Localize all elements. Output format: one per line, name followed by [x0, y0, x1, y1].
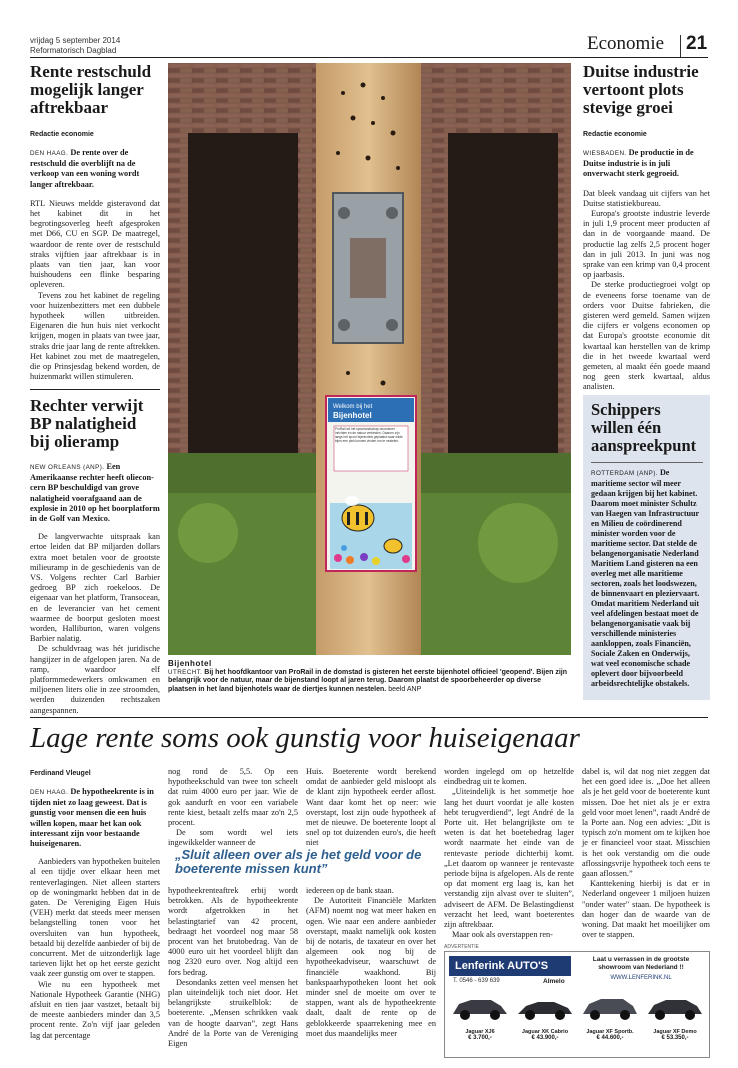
article-headline: Schippers willen één aanspreekpunt: [591, 400, 697, 455]
pull-quote: „Sluit alleen over als je het geld voor de boeterente missen kunt”: [175, 847, 422, 876]
article-headline: Rente restschuld mogelijk langer aftrekbaar: [30, 62, 152, 117]
main-column-3-top: Huis. Boeterente wordt berekend omdat de aanbieder geld misloopt als de klant zijn hypotheek eerder aflost. Want daar komt het op neer: wie overstapt, lost zijn oude hypotheek af met de nieuwe. De boeterente loopt al snel op tot duizenden euro's, die heeft niet: [306, 767, 436, 848]
car-icon: [644, 988, 706, 1024]
car-icon: [579, 988, 641, 1024]
sign-text-box: [335, 427, 407, 470]
issue-date: vrijdag 5 september 2014: [30, 36, 121, 45]
car-name: Jaguar XK Cabrio: [521, 1029, 569, 1035]
car-name: Jaguar XF Sportb.: [586, 1029, 634, 1035]
car-price: € 53.350,-: [661, 1035, 689, 1041]
article-schippers-box: [583, 395, 710, 700]
photo-credit: beeld ANP: [388, 685, 422, 693]
article-lead: WIESBADEN. De productie in de Duitse industrie is in juli onverwacht sterk gegroeid.: [583, 148, 694, 179]
article-duitse-industrie: [583, 63, 710, 393]
sign-title-line1: Welkom bij het: [333, 404, 373, 410]
article-body: Dat bleek vandaag uit cijfers van het Duitse statistiekbureau. Europa's grootste industrie leverde in juli 1,9 procent meer producten af dan in de voorgaande maand. De productie lag zelfs 2,5 procent hoger dan in juli 2013. In juni was nog sprake van een krimp van 0,4 procent op jaarbasis. De sterke productiegroei volgt op de eveneens forse toename van de orders voor Duitse fabrieken, die gisteren werd gemeld. Samen wijzen die cijfers er volgens economen op dat Europa's grootste economie dit kwartaal kan herstellen van de krimp die in het tweede kwartaal werd gemeten, al maakt één goede maand nog geen sterk kwartaal, aldus analisten.: [583, 188, 710, 392]
ad-tagline: Laat u verrassen in de grootste showroom van Nederland !!: [592, 956, 690, 971]
main-lead: DEN HAAG. De hypotheekrente is in tijden niet zo laag geweest. Dat is gunstig voor mensen die een huis willen kopen, maar het kan ook interessant zijn voor bestaande huiseigenaren.: [30, 787, 154, 849]
ad-label: ADVERTENTIE: [444, 944, 479, 950]
article-lead: DEN HAAG. De rente over de restschuld die overblijft na de verkoop van een woning wordt langer aftrekbaar.: [30, 148, 140, 189]
article-lead: ROTTERDAM (ANP). De maritieme sector wil meer gedaan krijgen bij het kabinet. Daarom moet minister Schultz van Haegen van Infrastructuur en Milieu de coördinerend minister worden voor de maritieme sector. Dat stelde de belangenorganisatie Nederland Maritiem Land gisteren na een overleg met alle maritieme sectoren, zoals het loodswezen, de binnenvaart en pleziervaart. Omdat maritiem Nederland uit veel afdelingen bestaat moet de belangenorganisatie vaak bij verschillende ministeries aankloppen, zoals Financiën, Sociale Zaken en Onderwijs, wat veel economische schade oplevert door bijvoorbeeld arbeidsrechtelijke obstakels.: [591, 468, 700, 688]
car-icon: [449, 988, 511, 1024]
column-rule: [30, 389, 160, 390]
page-number: 21: [686, 33, 708, 54]
ad-car-4: [644, 988, 706, 1054]
car-price: € 44.600,-: [596, 1035, 624, 1041]
car-price: € 3.700,-: [468, 1035, 492, 1041]
header-rule: [30, 57, 708, 58]
ad-url: WWW.LENFERINK.NL: [610, 975, 672, 981]
car-icon: [514, 988, 576, 1024]
article-bp-olieramp: [30, 397, 160, 716]
sign-text: ProRail wil het spoorlandschap duurzamer inrichten en de natuur verbinden. Daarom zijn langs het spoor bijenhotels geplaatst waar wilde bijen een plek kunnen vinden om te nestelen.: [335, 427, 403, 443]
main-byline: Ferdinand Vleugel: [30, 770, 91, 777]
main-column-3-bottom: iedereen op de bank staan. De Autoriteit Financiële Markten (AFM) noemt nog wat meer haken en ogen. Wie naar een andere aanbieder overstapt, maakt namelijk ook kosten bij de notaris, de taxateur en over het algemeen ook nog bij de hypotheekadviseur, waarschuwt de financiële waakhond. Bij bankspaarhypotheken loont het ook minder snel de moeite om over te stappen, want als de hypotheekrente daalt, daalt de rente op de geblokkeerde spaarrekening mee en moet dus maandelijks meer: [306, 886, 436, 1038]
header-divider: [680, 35, 681, 57]
caption-title: Bijenhotel: [168, 659, 212, 668]
sign-title-line2: Bijenhotel: [333, 411, 372, 420]
newspaper-name: Reformatorisch Dagblad: [30, 46, 117, 55]
article-headline: Duitse industrie vertoont plots stevige groei: [583, 62, 699, 117]
advertisement-lenferink[interactable]: [444, 951, 710, 1058]
section-title: Economie: [587, 33, 665, 54]
article-byline: Redactie economie: [583, 131, 647, 138]
main-article-rule: [30, 717, 708, 718]
bee-hotel-photo: [168, 63, 571, 655]
ad-car-3: [579, 988, 641, 1054]
photo-caption: Bijenhotel UTRECHT. Bij het hoofdkantoor van ProRail in de domstad is gisteren het eerste bijenhotel officieel 'geopend'. Bijen zijn belangrijk voor de natuur, maar de bijenstand loopt al jaren terug. Daarom plaatst de spoorbeheerder op diverse plaatsen in het land bijenhotels waar de diertjes kunnen nestelen. beeld ANP: [168, 660, 571, 694]
article-headline: Rechter verwijt BP nalatigheid bij olieramp: [30, 396, 144, 451]
main-column-5: dabel is, wil dat nog niet zeggen dat het een goed idee is. „Doe het alleen als je het geld voor de boeterente kunt missen. Doe het niet als je er extra geld voor moet lenen”, raadt André de la Porte aan. Nog een advies: „Dit is typisch zo'n moment om te kijken hoe je er financieel voor staat. Misschien is het ook verstandig om die oude aflossingsvrije hypotheek toch eens te gaan aflossen.” Kanttekening hierbij is dat er in Nederland ongeveer 1 miljoen huizen "onder water" staan. De hypotheek is dan hoger dan de waarde van de woning. Dat maakt het moeilijker om over te stappen.: [582, 767, 710, 940]
main-headline: Lage rente soms ook gunstig voor huiseigenaar: [30, 722, 580, 754]
article-lead: NEW ORLEANS (ANP). Een Amerikaanse rechter heeft olieconcern BP beschuldigd van grove nalatigheid voorafgaand aan de explosie in 2010 op het boorplatform in de Golf van Mexico.: [30, 462, 160, 524]
article-rente-restschuld: [30, 63, 160, 382]
photo-illustration: [168, 63, 571, 655]
ad-car-1: [449, 988, 511, 1054]
ad-car-2: [514, 988, 576, 1054]
article-byline: Redactie economie: [30, 131, 94, 138]
car-name: Jaguar XJ6: [465, 1029, 495, 1035]
ad-brand: Lenferink AUTO'S: [449, 956, 571, 976]
box-rule: [591, 462, 703, 463]
main-column-1: Ferdinand Vleugel DEN HAAG. De hypotheekrente is in tijden niet zo laag geweest. Dat is gunstig voor mensen die een huis willen kopen, maar het kan ook interessant zijn voor bestaande huiseigenaren. Aanbieders van hypotheken buitelen al een tijdje over elkaar heen met renteverlagingen. Niet alleen starters op de woningmarkt hebben dat in de gaten. De Vereniging Eigen Huis (VEH) merkt dat steeds meer mensen belangstelling tonen voor het oversluiten van hun hypotheek, betaald bij dezelfde aanbieder of bij de concurrent. Met de uitzonderlijk lage tarieven lijkt het op het eerste gezicht vaak zeer gunstig om over te stappen. Wie nu een hypotheek met Nationale Hypotheek Garantie (NHG) afsluit en tien jaar vastzet, betaalt bij de meeste aanbieders minder dan 3,5 procent rente. Zo'n vijf jaar geleden lag dat percentage: [30, 770, 160, 1040]
ad-city: Almelo: [543, 978, 565, 985]
car-name: Jaguar XF Demo: [653, 1029, 697, 1035]
car-price: € 43.900,-: [531, 1035, 559, 1041]
main-column-4: worden ingelegd om op hetzelfde eindbedrag uit te komen. „Uiteindelijk is het sommetje hoe lang het duurt voordat je alle kosten hebt terugverdiend”, legt André de la Porte uit. Het belangrijkste om te weten is dat het boetebedrag lager wordt naarmate het einde van de rentevaste periode dichterbij komt. „Let daarom op wanneer je rentevaste periode bijna is afgelopen. Als de rente op dat moment erg laag is, kan het verstandig zijn alvast over te sluiten”, adviseert de AFM. De Belastingdienst verzacht het leed, want boeterentes zijn aftrekbaar. Maar ook als overstappen ren-: [444, 767, 574, 940]
article-body: RTL Nieuws meldde gisteravond dat het kabinet dit in het begrotingsoverleg heeft afgesproken met D66, CU en SGP. De maatregel, waardoor de rente over de restschuld straks vijftien jaar aftrekbaar is in plaats van tien jaar, kan voor huishoudens een flinke besparing opleveren. Tevens zou het kabinet de regeling voor huizenbezitters met een dubbele hypotheek willen uitbreiden. Eigenaren die hun huis niet verkocht krijgen, mogen in plaats van twee jaar, straks drie jaar lang de rente aftrekken. Het kabinet zou met de maatregelen, die op Prinsjesdag bekend worden, de huizenmarkt willen stimuleren.: [30, 198, 160, 382]
main-column-2-top: nog rond de 5,5. Op een hypotheekschuld van twee ton scheelt dat ruim 4000 euro per jaar. Wie de gok aandurft en voor een variabele rente kiest, betaalt zelfs maar zo'n 2,5 procent. De som wordt wel iets ingewikkelder wanneer de: [168, 767, 298, 848]
article-body: De langverwachte uitspraak kan ertoe leiden dat BP miljarden dollars extra moet betalen voor de grootste milieuramp in de geschiedenis van de VS. Volgens rechter Carl Barbier gedroeg BP zich roekeloos. De eigenaar van het platform, Transocean, en de leverancier van het cement waarmee de boorput gesloten moest worden, Halliburton, waren volgens Barbier nalatig. De schuldvraag was hét juridische hangijzer in de afgelopen jaren. Na de ramp, waardoor elf platformmedewerkers omkwamen en miljoenen liters olie in zee stroomden, werden duizenden rechtszaken aangespannen.: [30, 532, 160, 715]
ad-phone: T. 0546 - 639 639: [453, 978, 500, 984]
main-column-2-bottom: hypotheekrenteaftrek erbij wordt betrokken. Als de hypotheekrente wordt afgetrokken in het belastingtarief van 42 procent, bedraagt het voordeel nog maar 58 procent van het brutobedrag. Van de 4000 euro uit het voordeel blijft dan nog 2320 euro over. Nog altijd een fors bedrag. Desondanks zetten veel mensen het plan uiteindelijk toch niet door. Het belangrijkste struikelblok: de boeterente. „Mensen schrikken vaak van de hoogte daarvan”, zegt Hans André de la Porte van de Vereniging Eigen: [168, 886, 298, 1049]
